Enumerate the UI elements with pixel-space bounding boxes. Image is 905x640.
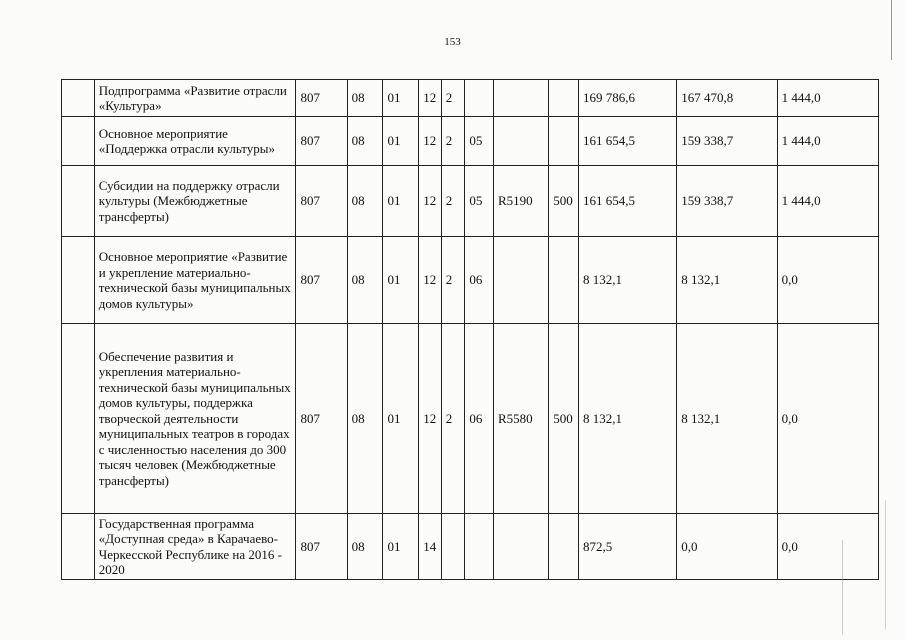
section-code: 08 <box>347 166 383 237</box>
total-amount: 161 654,5 <box>578 117 676 166</box>
table-row <box>62 80 879 117</box>
expense-type-code <box>549 237 579 324</box>
expense-type-code <box>549 514 579 580</box>
blank-cell <box>62 80 95 117</box>
ministry-code: 807 <box>296 166 347 237</box>
event-code <box>465 80 494 117</box>
amount-a: 159 338,7 <box>677 166 777 237</box>
section-code: 08 <box>347 514 383 580</box>
subprogram-code: 2 <box>441 237 465 324</box>
subsection-code: 01 <box>383 117 419 166</box>
expense-type-code: 500 <box>549 166 579 237</box>
ministry-code: 807 <box>296 324 347 514</box>
amount-b: 1 444,0 <box>777 117 878 166</box>
program-code: 12 <box>419 237 442 324</box>
blank-cell <box>62 324 95 514</box>
subsection-code: 01 <box>383 80 419 117</box>
program-code: 12 <box>419 117 442 166</box>
section-code: 08 <box>347 117 383 166</box>
direction-code: R5580 <box>494 324 549 514</box>
direction-code: R5190 <box>494 166 549 237</box>
total-amount: 8 132,1 <box>578 324 676 514</box>
amount-b: 1 444,0 <box>777 80 878 117</box>
total-amount: 161 654,5 <box>578 166 676 237</box>
amount-a: 167 470,8 <box>677 80 777 117</box>
page-number: 153 <box>444 36 461 48</box>
subprogram-code <box>441 514 465 580</box>
amount-a: 8 132,1 <box>677 237 777 324</box>
expense-type-code <box>549 80 579 117</box>
subprogram-code: 2 <box>441 324 465 514</box>
blank-cell <box>62 514 95 580</box>
subprogram-code: 2 <box>441 80 465 117</box>
subsection-code: 01 <box>383 166 419 237</box>
event-code: 06 <box>465 324 494 514</box>
expense-type-code: 500 <box>549 324 579 514</box>
expense-type-code <box>549 117 579 166</box>
table-row <box>62 237 879 324</box>
budget-table <box>61 79 879 580</box>
program-code: 14 <box>419 514 442 580</box>
scan-edge-mark <box>891 0 892 60</box>
section-code: 08 <box>347 80 383 117</box>
row-name: Подпрограмма «Развитие отрасли «Культура» <box>94 80 296 117</box>
amount-a: 0,0 <box>677 514 777 580</box>
total-amount: 872,5 <box>578 514 676 580</box>
row-name: Основное мероприятие «Развитие и укрепление материально-технической базы муниципальных домов культуры» <box>94 237 296 324</box>
scan-edge-mark <box>842 540 843 635</box>
total-amount: 169 786,6 <box>578 80 676 117</box>
subsection-code: 01 <box>383 237 419 324</box>
amount-b: 1 444,0 <box>777 166 878 237</box>
subprogram-code: 2 <box>441 166 465 237</box>
event-code: 05 <box>465 117 494 166</box>
table-row <box>62 117 879 166</box>
table-row <box>62 324 879 514</box>
row-name: Государственная программа «Доступная среда» в Карачаево-Черкесской Республике на 2016 - 2020 <box>94 514 296 580</box>
section-code: 08 <box>347 237 383 324</box>
program-code: 12 <box>419 166 442 237</box>
ministry-code: 807 <box>296 117 347 166</box>
blank-cell <box>62 117 95 166</box>
blank-cell <box>62 166 95 237</box>
row-name: Обеспечение развития и укрепления материально-технической базы муниципальных домов культуры, поддержка творческой деятельности муниципальных театров в городах с численностью населения до 300 тысяч человек (Межбюджетные трансферты) <box>94 324 296 514</box>
direction-code <box>494 237 549 324</box>
row-name: Субсидии на поддержку отрасли культуры (Межбюджетные трансферты) <box>94 166 296 237</box>
program-code: 12 <box>419 80 442 117</box>
amount-a: 159 338,7 <box>677 117 777 166</box>
row-name: Основное мероприятие «Поддержка отрасли культуры» <box>94 117 296 166</box>
amount-b: 0,0 <box>777 514 878 580</box>
program-code: 12 <box>419 324 442 514</box>
ministry-code: 807 <box>296 237 347 324</box>
blank-cell <box>62 237 95 324</box>
direction-code <box>494 117 549 166</box>
table-row <box>62 166 879 237</box>
subsection-code: 01 <box>383 324 419 514</box>
table-row <box>62 514 879 580</box>
section-code: 08 <box>347 324 383 514</box>
direction-code <box>494 80 549 117</box>
amount-b: 0,0 <box>777 324 878 514</box>
amount-b: 0,0 <box>777 237 878 324</box>
event-code: 05 <box>465 166 494 237</box>
event-code <box>465 514 494 580</box>
event-code: 06 <box>465 237 494 324</box>
amount-a: 8 132,1 <box>677 324 777 514</box>
direction-code <box>494 514 549 580</box>
scan-edge-mark <box>885 500 886 630</box>
total-amount: 8 132,1 <box>578 237 676 324</box>
ministry-code: 807 <box>296 514 347 580</box>
subprogram-code: 2 <box>441 117 465 166</box>
ministry-code: 807 <box>296 80 347 117</box>
subsection-code: 01 <box>383 514 419 580</box>
